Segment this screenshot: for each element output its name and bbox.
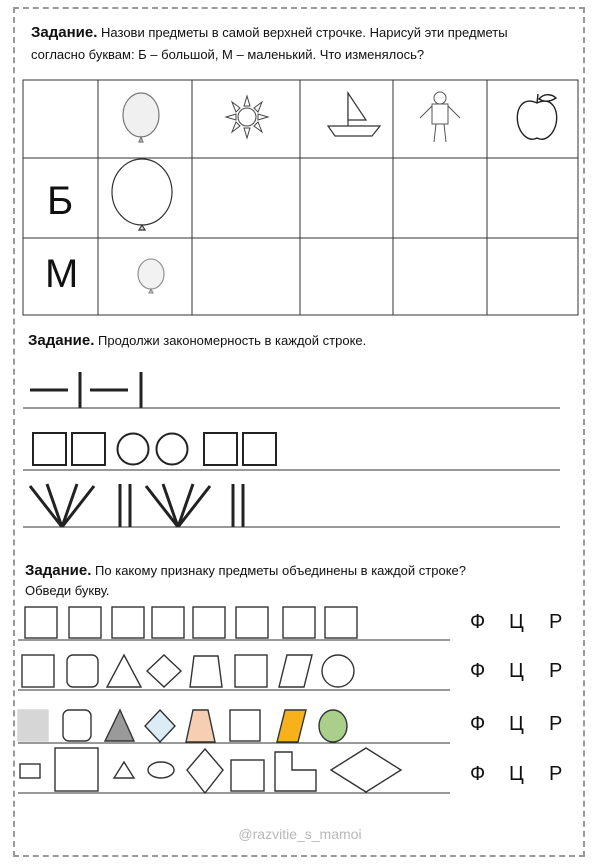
option-shape[interactable]: Ф [470, 611, 486, 633]
option-shape[interactable]: Ф [470, 713, 486, 735]
shape-row-sizes [20, 748, 401, 793]
task1-text-line1: Назови предметы в самой верхней строчке. Нарисуй эти предметы [101, 25, 508, 40]
row-label-small: М [45, 252, 79, 296]
task3-text-line2: Обведи букву. [25, 583, 110, 598]
option-size[interactable]: Р [549, 660, 563, 682]
task1-text-line2: согласно буквам: Б – большой, М – маленький. Что изменялось? [31, 47, 425, 62]
option-shape[interactable]: Ф [470, 660, 486, 682]
option-color[interactable]: Ц [509, 611, 524, 633]
option-color[interactable]: Ц [509, 660, 524, 682]
task1-heading: Задание. [31, 24, 98, 41]
shape-row-mixed [22, 655, 354, 687]
shape-row-colored [18, 710, 347, 742]
option-color[interactable]: Ц [509, 713, 524, 735]
task3-heading: Задание. [25, 562, 92, 579]
task2-heading: Задание. [28, 332, 95, 349]
option-size[interactable]: Р [549, 713, 563, 735]
option-color[interactable]: Ц [509, 763, 524, 785]
credit-watermark: @razvitie_s_mamoi [238, 826, 362, 842]
row-label-big: Б [47, 179, 74, 223]
task3-text-line1: По какому признаку предметы объединены в каждой строке? [95, 563, 466, 578]
task2-text: Продолжи закономерность в каждой строке. [98, 333, 367, 348]
option-size[interactable]: Р [549, 763, 563, 785]
option-size[interactable]: Р [549, 611, 563, 633]
shape-row-squares [25, 607, 357, 638]
option-shape[interactable]: Ф [470, 763, 486, 785]
